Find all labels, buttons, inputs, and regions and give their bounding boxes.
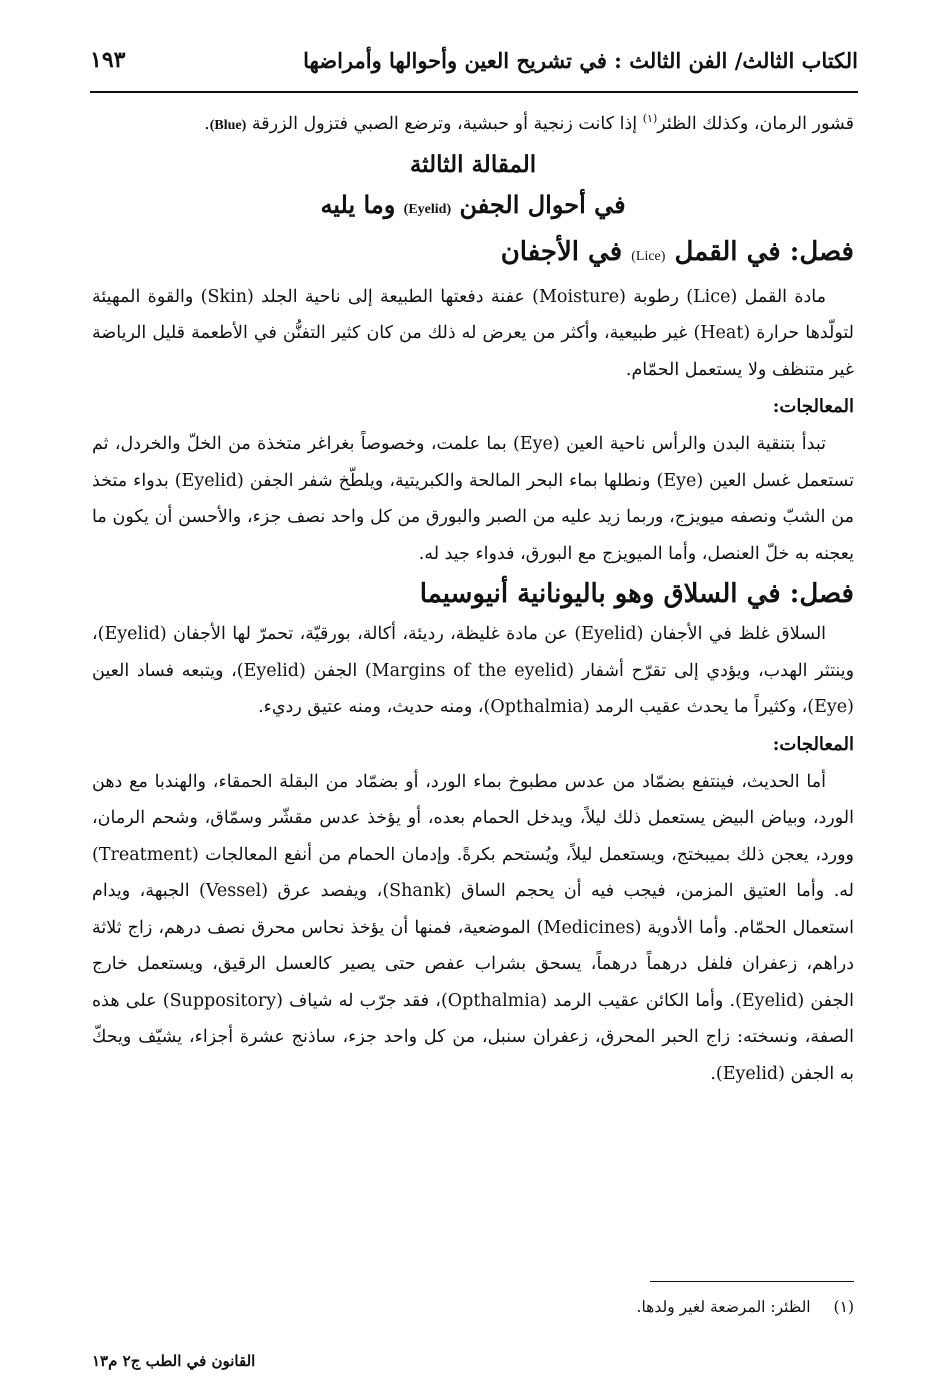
footnote [637,1294,854,1320]
fasl1-heading-a: فصل: في القمل [674,236,854,267]
main-text [92,106,854,1092]
chapter-title: الكتاب الثالث/ الفن الثالث : في تشريح العين وأحوالها وأمراضها [303,47,858,73]
top-paragraph-en: (Blue) [209,118,247,133]
footnote-number: (١) [833,1298,854,1316]
top-paragraph [92,106,854,145]
maqala-sub-b: وما يليه [320,189,396,219]
fasl1-treatments-heading: المعالجات: [772,396,854,417]
header-rule [90,91,858,93]
fasl1-heading-en: (Lice) [631,248,666,264]
running-header [90,38,858,82]
maqala-sub-a: في أحوال الجفن [459,189,626,219]
fasl2-body: السلاق غلظ في الأجفان (Eyelid) عن مادة غليظة، رديئة، أكالة، بورقيّة، تحمرّ لها الأجفان (Eyelid)، وينتثر الهدب، ويؤدي إلى تقرّح أشفار (Margins of the eyelid) الجفن (Eyelid)، ويتبعه فساد العين (Eye)، وكثيراً ما يحدث عقيب الرمد (Opthalmia)، ومنه حديث، ومنه عتيق رديء. [92,624,855,717]
signature-line: القانون في الطب ج٢ م١٣ [92,1352,256,1370]
footnote-ref: (١) [642,112,658,126]
maqala-sub-en: (Eyelid) [403,201,452,217]
top-paragraph-after: إذا كانت زنجية أو حبشية، وترضع الصبي فتزول الزرقة [251,114,643,134]
fasl2-heading: فصل: في السلاق وهو باليونانية أنيوسيما [419,579,854,609]
page-number: ١٩٣ [90,47,126,73]
fasl2-treatments-body: أما الحديث، فينتفع بضمّاد من عدس مطبوخ بماء الورد، أو بضمّاد من البقلة الحمقاء، والهندبا مع دهن الورد، وبياض البيض يستعمل ذلك ليلاً، ويدخل الحمام بعده، أو يؤخذ عدس مقشّر وسمّاق، وشحم الرمان، وورد، يعجن ذلك بميبختج، ويستعمل ليلاً، ويُستحم بكرةً. وإدمان الحمام من أنفع المعالجات (Treatment) له. وأما العتيق المزمن، فيجب فيه أن يحجم الساق (Shank)، ويفصد عرق (Vessel) الجبهة، ويدام استعمال الحمّام. وأما الأدوية (Medicines) الموضعية، فمنها أن يؤخذ نحاس محرق نصف درهم، زاج ثلاثة دراهم، زعفران فلفل درهماً درهماً، يسحق بشراب عفص حتى يصير كالعسل الرقيق، ويستعمل خارج الجفن (Eyelid). وأما الكائن عقيب الرمد (Opthalmia)، فقد جرّب له شياف (Suppository) على هذه الصفة، ونسخته: زاج الحبر المحرق، زعفران سنبل، من كل واحد جزء، ساذنج عشرة أجزاء، يشيّف ويحكّ به الجفن (Eyelid). [92,771,854,1084]
footnote-rule [650,1281,854,1282]
top-paragraph-before: قشور الرمان، وكذلك الظئر [657,114,854,134]
fasl1-treatments-body: تبدأ بتنقية البدن والرأس ناحية العين (Eye) بما علمت، وخصوصاً بغراغر متخذة من الخلّ والخردل، ثم تستعمل غسل العين (Eye) ونطلها بماء البحر المالحة والكبريتية، ويلطّخ شفر الجفن (Eyelid) بدواء متخذ من الشبّ ونصفه ميويزج، وربما زيد عليه من الصبر والبورق من كل واحد نصف جزء، والأحسن أن يكون ما يعجنه به خلّ العنصل، وأما الميويزج مع البورق، فدواء جيد له. [92,434,854,564]
fasl1-body: مادة القمل (Lice) رطوبة (Moisture) عفنة دفعتها الطبيعة إلى ناحية الجلد (Skin) والقوة المهيئة لتولّدها حرارة (Heat) غير طبيعية، وأكثر من يعرض له ذلك من كان كثير التفنُّن في الأطعمة قليل الرياضة غير متنظف ولا يستعمل الحمّام. [92,286,854,380]
fasl1-heading [92,230,854,279]
top-paragraph-end: . [204,114,210,134]
maqala-title: المقالة الثالثة [409,150,537,178]
maqala-subtitle [92,185,854,230]
fasl1-heading-b: في الأجفان [500,236,623,267]
footnote-text: الظئر: المرضعة لغير ولدها. [636,1298,811,1316]
fasl2-treatments-heading: المعالجات: [772,733,854,755]
